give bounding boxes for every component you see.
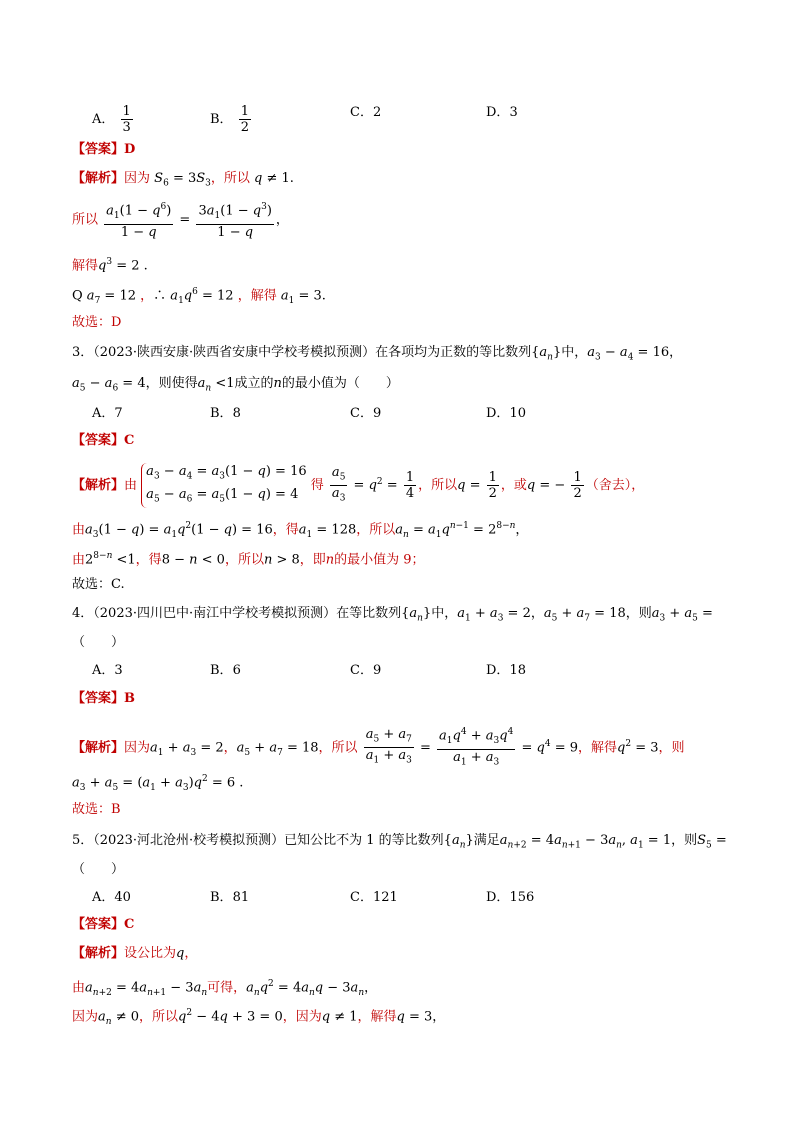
q3-stem-line1: 3．（2023·陕西安康·陕西省安康中学校考模拟预测）在各项均为正数的等比数列$\{a_n\}$中，$a_3 - a_4 = 16$， — [72, 345, 683, 363]
q4-option-d: D．18 — [486, 663, 526, 678]
q2-analysis-line4: Q $a_7 = 12$ ，∴ $a_1q^6 = 12$ ，解得 $a_1 = 3$. — [72, 287, 326, 306]
q2-option-c: C．2 — [350, 105, 382, 120]
q3-conclusion: 故选：C. — [72, 577, 125, 592]
q4-analysis-line2: $a_3 + a_5 = (a_1 + a_3)q^2 = 6$ . — [72, 774, 244, 793]
q5-stem-line1: 5．（2023·河北沧州·校考模拟预测）已知公比不为 1 的等比数列$\{a_n\}$满足$a_{n+2} = 4a_{n+1} - 3a_n$, $a_1 = 1$，则$S_5$ = — [72, 833, 727, 851]
q4-stem-line2: （ ） — [72, 635, 125, 650]
q2-analysis-line2: 所以 $\frac{a_1(1 - q^6)}{1 - q}$ = $\frac{3a_1(1 - q^3)}{1 - q}$ ， — [72, 202, 289, 240]
q3-option-b: B．8 — [210, 406, 241, 421]
q5-answer: 【答案】C — [72, 917, 135, 932]
q4-stem-line1: 4．（2023·四川巴中·南江中学校考模拟预测）在等比数列$\{a_n\}$中，$a_1 + a_3 = 2$，$a_5 + a_7 = 18$，则$a_3 + a_5$ = — [72, 606, 713, 624]
q3-option-c: C．9 — [350, 406, 382, 421]
q3-stem-line2: $a_5 - a_6 = 4$，则使得$a_n <1$成立的n的最小值为（ ） — [72, 376, 399, 394]
q2-analysis-line3: 解得$q^3 = 2$ . — [72, 257, 148, 274]
q3-analysis-line2: 由$a_3(1 - q) = a_1q^2(1 - q) = 16$，得$a_1 = 128$，所以$a_n = a_1q^{n-1} = 2^{8-n}$， — [72, 521, 529, 540]
q3-answer: 【答案】C — [72, 433, 135, 448]
q3-analysis-line1: 【解析】由 $a_3 - a_4 = a_3(1 - q) = 16$ $a_5 - a_6 = a_5(1 - q) = 4$ 得 $\frac{a_5}{a_3}$ = $q^2$ = $\frac{1}{4}$ ，所以q = $\frac{1}{2}$ ，或q = − $\frac{1}{2}$ （舍去）， — [72, 463, 644, 508]
q4-option-c: C．9 — [350, 663, 382, 678]
q5-analysis-line2: 由$a_{n+2} = 4a_{n+1} - 3a_n$可得，$a_nq^2 = 4a_nq - 3a_n$， — [72, 979, 378, 998]
q4-conclusion: 故选：B — [72, 802, 121, 817]
q5-option-b: B．81 — [210, 890, 250, 905]
q2-option-d: D．3 — [486, 105, 518, 120]
q2-option-a: A． $\frac{1}{3}$ — [92, 104, 131, 135]
q5-analysis-line1: 【解析】设公比为q， — [72, 946, 198, 961]
q4-option-b: B．6 — [210, 663, 241, 678]
q2-analysis-line1: 【解析】因为 $S_6 = 3S_3$，所以 q ≠ 1. — [72, 171, 294, 189]
fraction-one-third: $\frac{1}{3}$ — [122, 104, 131, 135]
q3-option-a: A．7 — [92, 406, 123, 421]
q5-stem-line2: （ ） — [72, 862, 125, 877]
q2-conclusion: 故选：D — [72, 315, 122, 330]
q4-analysis-line1: 【解析】因为$a_1 + a_3 = 2$，$a_5 + a_7 = 18$，所以 $\frac{a_5 + a_7}{a_1 + a_3}$ = $\frac{a_1q^4 + a_3q^4}{a_1 + a_3}$ = $q^4 = 9$，解得$q^2 = 3$，则 — [72, 726, 685, 768]
equation-system: $a_3 - a_4 = a_3(1 - q) = 16$ $a_5 - a_6 = a_5(1 - q) = 4$ — [141, 463, 306, 508]
q5-option-d: D．156 — [486, 890, 535, 905]
q3-option-d: D．10 — [486, 406, 526, 421]
fraction-one-half: $\frac{1}{2}$ — [240, 104, 249, 135]
q2-option-b: B． $\frac{1}{2}$ — [210, 104, 249, 135]
q5-option-c: C．121 — [350, 890, 398, 905]
q4-option-a: A．3 — [92, 663, 123, 678]
q5-option-a: A．40 — [92, 890, 131, 905]
q2-answer: 【答案】D — [72, 142, 136, 157]
q5-analysis-line3: 因为$a_n \ne 0$，所以$q^2 - 4q + 3 = 0$，因为q ≠ 1，解得q = 3， — [72, 1008, 446, 1027]
q3-analysis-line3: 由$2^{8-n} <1$，得8 − n < 0，所以n > 8，即n的最小值为 9； — [72, 551, 425, 568]
q4-answer: 【答案】B — [72, 691, 135, 706]
